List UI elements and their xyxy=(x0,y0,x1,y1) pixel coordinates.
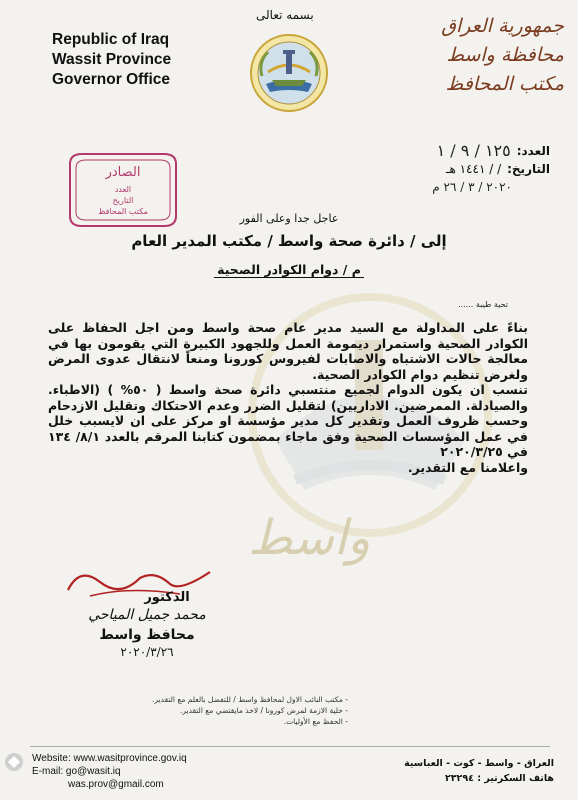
cc-item-3: - الحفظ مع الأوليات. xyxy=(283,717,348,726)
body-paragraph-1: بناءً على المداولة مع السيد مدير عام صحة واسط ومن اجل الحفاظ على الكوادر الصحية واستمرار ديمومة العمل وللجهود الكبيرة التي يقومون بها في معالجة حالات الاشتباه والاصابات لفيروس كورونا ومنعاً لانتقال عدوى المرض ولغرض تنظيم دوام الكوادر الصحية. xyxy=(48,320,528,382)
letter-body xyxy=(48,320,528,475)
subject-text: م / دوام الكوادر الصحية xyxy=(214,262,364,278)
footer-email-2: was.prov@gmail.com xyxy=(68,779,164,790)
footer-contact xyxy=(32,752,187,791)
stamp-title: الصادر xyxy=(105,165,141,180)
signature-date: ٢٠٢٠/٣/٢٦ xyxy=(120,645,174,659)
reference-gregorian-date: ٢٠٢٠ / ٣ / ٢٦ م xyxy=(432,180,512,194)
footer-website: Website: www.wasitprovince.gov.iq xyxy=(32,753,187,764)
stamp-line-office: مكتب المحافظ xyxy=(98,207,148,216)
footer-phone: هاتف السكرتير : ٢٣٢٩٤ xyxy=(444,773,554,784)
signatory-position: محافظ واسط xyxy=(99,627,195,643)
copies-list xyxy=(118,694,348,727)
reference-block xyxy=(432,142,550,196)
greeting: تحية طيبة ...... xyxy=(458,300,508,309)
signature-block xyxy=(52,590,242,659)
arabic-header xyxy=(394,12,564,99)
body-paragraph-2: تنسب ان يكون الدوام لجميع منتسبي دائرة صحة واسط ( ٥٠% ) (الاطباء. والصيادلة. الممرضين. الاداريين) لتقليل الضرر وعدم الاحتكاك وتقليل الازدحام وحسب ظروف العمل وتقدير كل مدير مؤسسة او مركز على ان لايسبب خلل في عمل المؤسسات الصحية وفق ماجاء بمضمون كتابنا المرقم بالعدد ٨/١/ ١٣٤ في ٢٠٢٠/٣/٢٥ xyxy=(48,382,528,459)
footer-address-line: العراق - واسط - كوت - العباسية xyxy=(404,758,554,769)
footer-divider xyxy=(30,746,550,747)
stamp-line-number: العدد xyxy=(114,185,132,194)
signatory-title: الدكتور xyxy=(144,590,190,605)
header-line-office: Governor Office xyxy=(52,71,170,88)
cc-item-1: - مكتب النائب الاول لمحافظ واسط / للتفضل بالعلم مع التقدير. xyxy=(152,695,348,704)
subject-line xyxy=(0,262,578,277)
province-emblem-logo xyxy=(248,32,330,114)
english-header xyxy=(52,30,171,90)
reference-number-row xyxy=(432,142,550,160)
bismillah: بسمه تعالى xyxy=(256,8,314,22)
cc-item-2: - خلية الازمة لمرض كورونا / لاخذ مايقتضي مع التقدير. xyxy=(179,706,348,715)
stamp-line-date: التاريخ xyxy=(112,196,134,205)
body-paragraph-3: واعلامنا مع التقدير. xyxy=(407,459,528,475)
header-line-province: Wassit Province xyxy=(52,51,172,68)
footer-email-1: E-mail: go@wasit.iq xyxy=(32,766,121,777)
arabic-header-line-province: محافظة واسط xyxy=(446,44,564,66)
reference-number-label: العدد: xyxy=(516,144,550,158)
header-line-country: Republic of Iraq xyxy=(52,31,170,48)
arabic-header-line-country: جمهورية العراق xyxy=(441,15,564,37)
recipient-line: إلى / دائرة صحة واسط / مكتب المدير العام xyxy=(131,232,447,250)
reference-date-row xyxy=(432,160,550,178)
footer-address xyxy=(404,756,554,786)
watermark-text: واسط xyxy=(248,510,371,566)
gallery-overlay-icon xyxy=(4,752,24,772)
arabic-header-line-office: مكتب المحافظ xyxy=(445,73,564,95)
reference-gregorian-row xyxy=(432,178,550,196)
reference-hijri-date: / / ١٤٤١ هـ xyxy=(445,162,502,176)
signatory-name: محمد جميل المياحي xyxy=(88,607,206,623)
reference-number-value: ١٢٥ / ٩ / ١ xyxy=(436,141,511,160)
urgency-note: عاجل جدا وعلى الفور xyxy=(239,212,339,225)
reference-date-label: التاريخ: xyxy=(507,162,550,176)
